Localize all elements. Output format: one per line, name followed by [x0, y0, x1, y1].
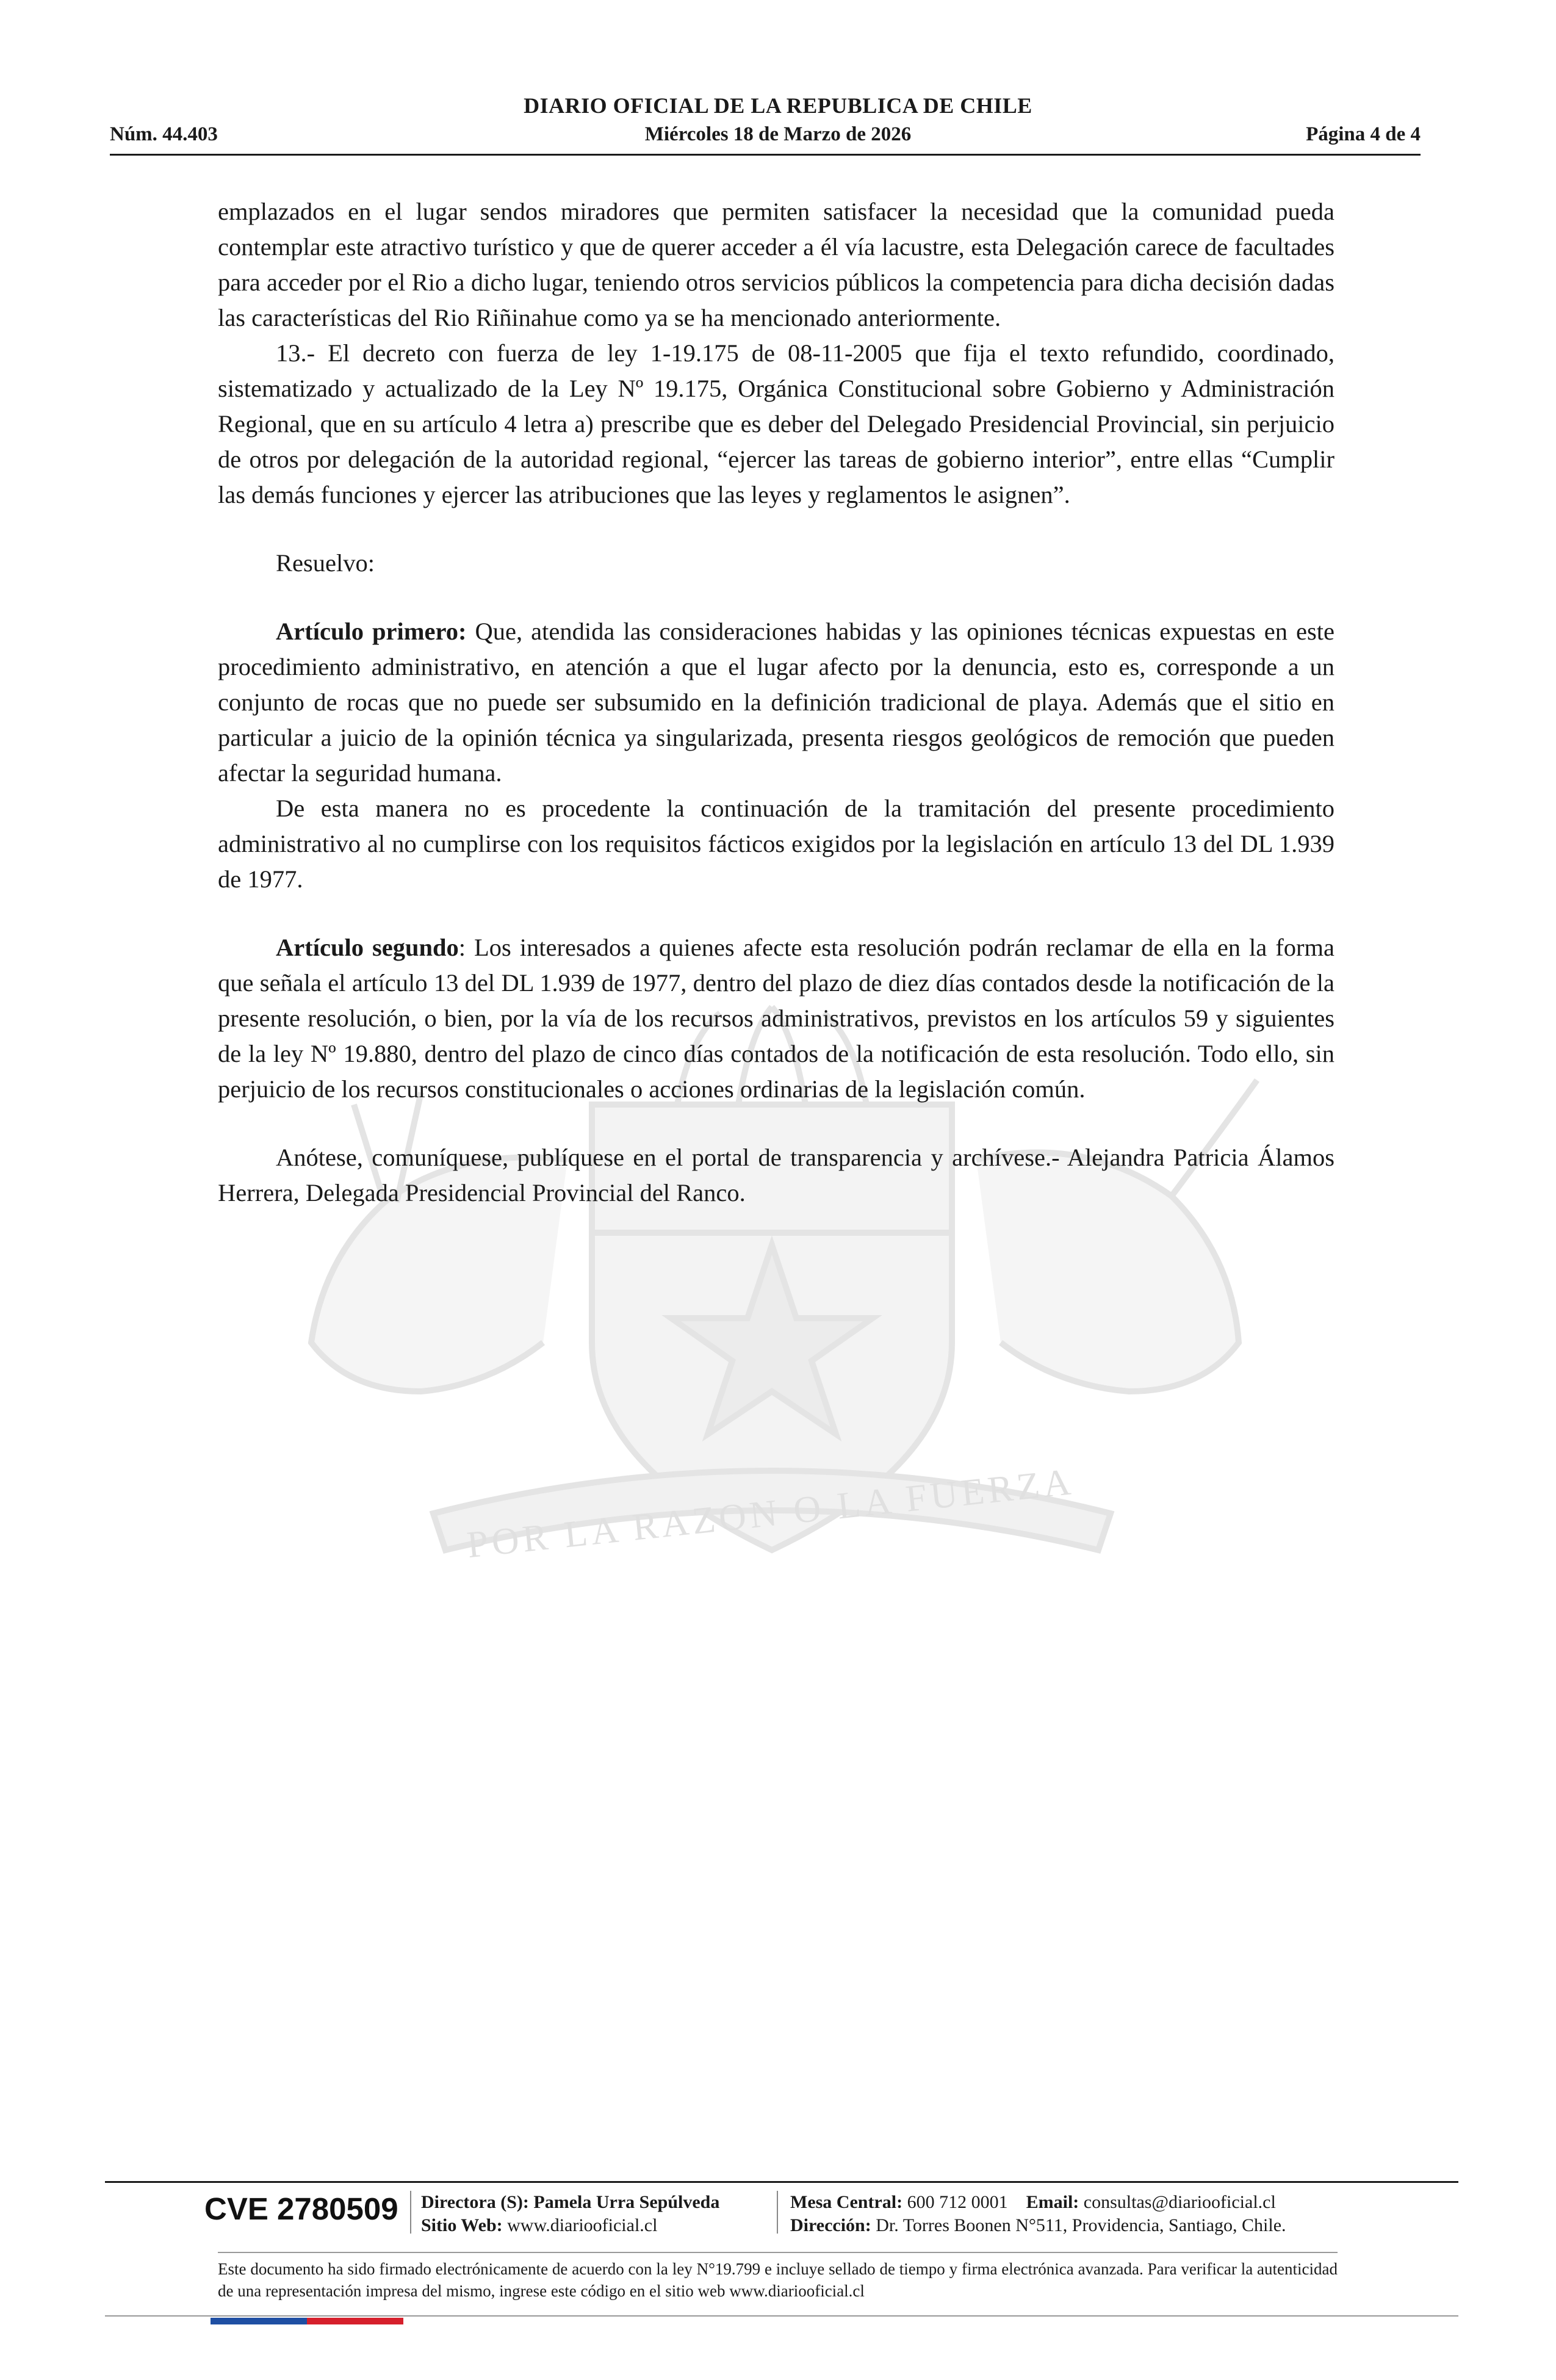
email-link[interactable]: consultas@diariooficial.cl — [1083, 2192, 1276, 2212]
closing-signature: Anótese, comuníquese, publíquese en el portal de transparencia y archívese.- Alejandra Patricia Álamos Herrera, Delegada Presidencial Provincial del Ranco. — [218, 1144, 1334, 1206]
address-label: Dirección: — [790, 2215, 871, 2235]
footer-divider-middle — [218, 2252, 1338, 2253]
signature-notice: Este documento ha sido firmado electrónicamente de acuerdo con la ley N°19.799 e incluye sellado de tiempo y firma electrónica avanzada. Para verificar la autenticidad de una representación impresa del mismo, ingrese este código en el sitio web www.diariooficial.cl — [218, 2260, 1338, 2300]
article-second-text: : Los interesados a quienes afecte esta resolución podrán reclamar de ella en la forma que señala el artículo 13 del DL 1.939 de 1977, dentro del plazo de diez días contados desde la notificación de la presente resolución, o bien, por la vía de los recursos administrativos, previstos en los artículos 59 y siguientes de la ley Nº 19.880, dentro del plazo de cinco días contados de la notificación de esta resolución. Todo ello, sin perjuicio de los recursos constitucionales o acciones ordinarias de la legislación común. — [218, 934, 1334, 1103]
flag-stripe-red — [307, 2318, 403, 2324]
footer-divider-bottom — [105, 2315, 1458, 2317]
article-first-label: Artículo primero: — [276, 618, 467, 645]
footer-separator — [410, 2191, 411, 2234]
article-first-text: Que, atendida las consideraciones habidas y las opiniones técnicas expuestas en este procedimiento administrativo, en atención a que el lugar afecto por la denuncia, esto es, corresponde a un conjunto de rocas que no puede ser subsumido en la definición tradicional de playa. Además que el sitio en particular a juicio de la opinión técnica ya singularizada, presenta riesgos geológicos de remoción que pueden afectar la seguridad humana. — [218, 618, 1334, 787]
paragraph-continuation: emplazados en el lugar sendos miradores que permiten satisfacer la necesidad que la comunidad pueda contemplar este atractivo turístico y que de querer acceder a él vía lacustre, esta Delegación carece de facultades para acceder por el Rio a dicho lugar, teniendo otros servicios públicos la competencia para dicha decisión dadas las características del Rio Riñinahue como ya se ha mencionado anteriormente. — [218, 198, 1334, 331]
web-label: Sitio Web: — [421, 2215, 503, 2235]
article-first — [218, 614, 1334, 791]
phone-value: 600 712 0001 — [907, 2192, 1008, 2212]
footer-contact-block — [790, 2191, 1286, 2237]
footer-separator — [777, 2191, 778, 2234]
cve-code: CVE 2780509 — [204, 2191, 398, 2226]
footer-director-block — [421, 2191, 719, 2237]
header-divider — [110, 154, 1421, 156]
director-name: Pamela Urra Sepúlveda — [533, 2192, 720, 2212]
document-body — [218, 194, 1334, 1211]
email-label: Email: — [1026, 2192, 1079, 2212]
watermark-motto: POR LA RAZON O LA FUERZA — [465, 1461, 1076, 1567]
publication-title: DIARIO OFICIAL DE LA REPUBLICA DE CHILE — [524, 93, 1032, 118]
resuelvo-heading: Resuelvo: — [276, 549, 375, 577]
phone-label: Mesa Central: — [790, 2192, 903, 2212]
web-link[interactable]: www.diariooficial.cl — [507, 2215, 658, 2235]
article-second-label: Artículo segundo — [276, 934, 459, 961]
paragraph-item-13: 13.- El decreto con fuerza de ley 1-19.175 de 08-11-2005 que fija el texto refundido, coordinado, sistematizado y actualizado de la Ley Nº 19.175, Orgánica Constitucional sobre Gobierno y Administración Regional, que en su artículo 4 letra a) prescribe que es deber del Delegado Presidencial Provincial, sin perjuicio de otros por delegación de la autoridad regional, “ejercer las tareas de gobierno interior”, entre ellas “Cumplir las demás funciones y ejercer las atribuciones que las leyes y reglamentos le asignen”. — [218, 339, 1334, 508]
address-value: Dr. Torres Boonen N°511, Providencia, Santiago, Chile. — [876, 2215, 1286, 2235]
flag-stripe-blue — [211, 2318, 307, 2324]
article-second — [218, 930, 1334, 1107]
publication-date: Miércoles 18 de Marzo de 2026 — [644, 123, 912, 145]
footer-divider-top — [105, 2181, 1458, 2183]
page-indicator: Página 4 de 4 — [1306, 123, 1421, 145]
issue-number: Núm. 44.403 — [110, 123, 218, 145]
article-first-continuation: De esta manera no es procedente la continuación de la tramitación del presente procedimiento administrativo al no cumplirse con los requisitos fácticos exigidos por la legislación en artículo 13 del DL 1.939 de 1977. — [218, 795, 1334, 893]
director-label: Directora (S): — [421, 2192, 529, 2212]
